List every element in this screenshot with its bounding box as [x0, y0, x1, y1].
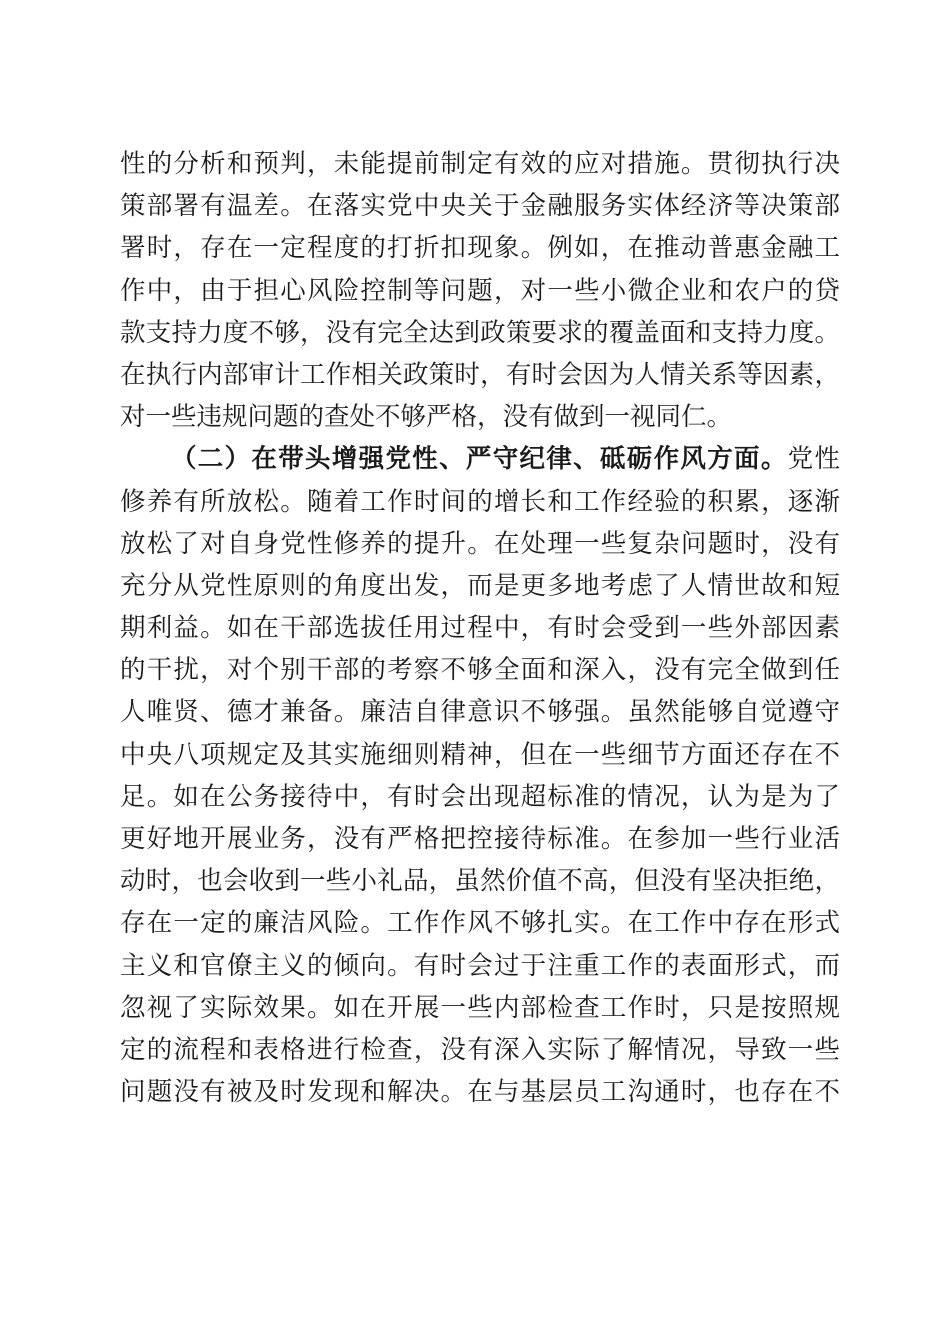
section-heading-line: [120, 438, 840, 480]
body-line: 充分从党性原则的角度出发，而是更多地考虑了人情世故和短: [120, 570, 840, 601]
body-line: 问题没有被及时发现和解决。在与基层员工沟通时，也存在不: [120, 1077, 840, 1108]
body-line: 存在一定的廉洁风险。工作作风不够扎实。在工作中存在形式: [120, 908, 840, 939]
body-line: 对一些违规问题的查处不够严格，没有做到一视同仁。: [120, 402, 733, 433]
body-line: 性的分析和预判，未能提前制定有效的应对措施。贯彻执行决: [120, 149, 840, 179]
body-line: 忽视了实际效果。如在开展一些内部检查工作时，只是按照规: [120, 992, 840, 1023]
body-line: 更好地开展业务，没有严格把控接待标准。在参加一些行业活: [120, 824, 840, 854]
body-line: 人唯贤、德才兼备。廉洁自律意识不够强。虽然能够自觉遵守: [120, 697, 840, 728]
body-line: 主义和官僚主义的倾向。有时会过于注重工作的表面形式，而: [120, 950, 840, 981]
body-line: 足。如在公务接待中，有时会出现超标准的情况，认为是为了: [120, 781, 840, 812]
body-line: 修养有所放松。随着工作时间的增长和工作经验的积累，逐渐: [120, 486, 840, 517]
section-heading-continuation: 党性: [787, 444, 840, 475]
body-line: 的干扰，对个别干部的考察不够全面和深入，没有完全做到任: [120, 655, 840, 686]
body-line: 中央八项规定及其实施细则精神，但在一些细节方面还存在不: [120, 739, 840, 770]
body-line: 定的流程和表格进行检查，没有深入实际了解情况，导致一些: [120, 1034, 840, 1065]
body-line: 放松了对自身党性修养的提升。在处理一些复杂问题时，没有: [120, 528, 840, 559]
document-body: [120, 143, 840, 1113]
body-line: 在执行内部审计工作相关政策时，有时会因为人情关系等因素，: [120, 359, 840, 390]
body-line: 策部署有温差。在落实党中央关于金融服务实体经济等决策部: [120, 191, 840, 222]
body-line: 署时，存在一定程度的打折扣现象。例如，在推动普惠金融工: [120, 233, 840, 264]
body-line: 动时，也会收到一些小礼品，虽然价值不高，但没有坚决拒绝，: [120, 866, 840, 897]
section-heading: （二）在带头增强党性、严守纪律、砥砺作风方面。: [171, 444, 788, 475]
body-line: 期利益。如在干部选拔任用过程中，有时会受到一些外部因素: [120, 613, 840, 644]
body-line: 款支持力度不够，没有完全达到政策要求的覆盖面和支持力度。: [120, 317, 840, 348]
body-line: 作中，由于担心风险控制等问题，对一些小微企业和农户的贷: [120, 275, 840, 306]
